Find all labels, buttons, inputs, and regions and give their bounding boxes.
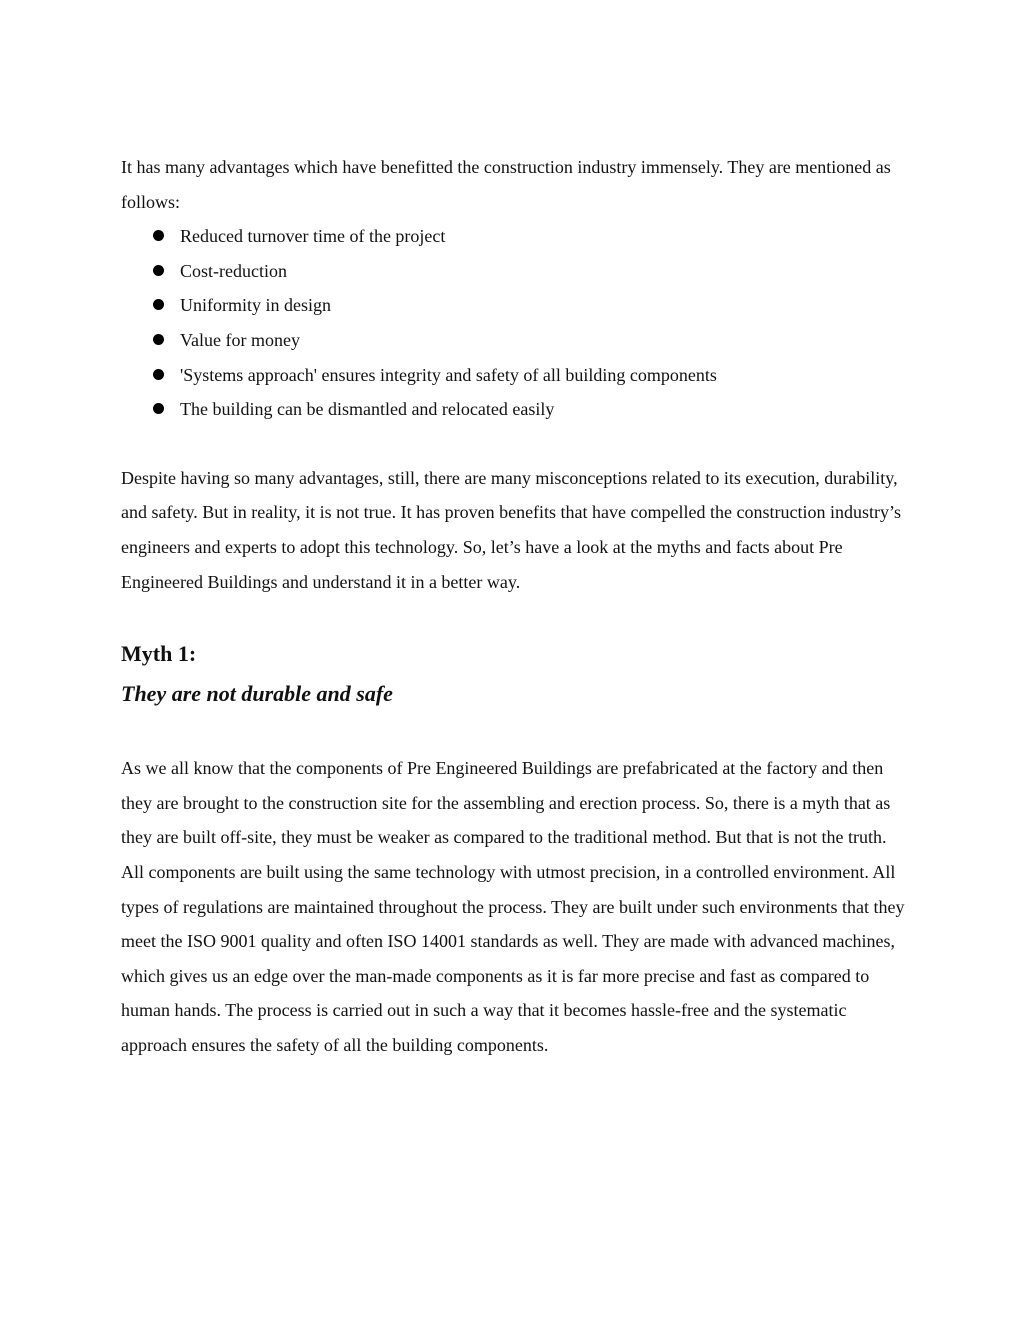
list-item-text: Cost-reduction [180,260,287,281]
list-item [121,288,906,323]
myth-heading: Myth 1: [121,641,197,667]
list-item-text: 'Systems approach' ensures integrity and safety of all building components [180,364,717,385]
misconceptions-paragraph: Despite having so many advantages, still, there are many misconceptions related to its execution, durability, and safety. But in reality, it is not true. It has proven benefits that have compelled the construction industry’s engineers and experts to adopt this technology. So, let’s have a look at the myths and facts about Pre Engineered Buildings and understand it in a better way. [121,467,901,592]
list-item [121,392,906,427]
list-item-text: Uniformity in design [180,295,331,316]
bullet-icon [153,299,164,310]
list-item [121,323,906,358]
bullet-icon [153,265,164,276]
list-item [121,358,906,393]
list-item-text: Value for money [180,329,300,350]
bullet-icon [153,369,164,380]
intro-paragraph: It has many advantages which have benefitted the construction industry immensely. They are mentioned as follows: [121,157,891,212]
list-item-text: The building can be dismantled and relocated easily [180,399,555,420]
bullet-icon [153,334,164,345]
myth-subheading: They are not durable and safe [121,681,393,707]
bullet-icon [153,403,164,414]
myth-body-paragraph: As we all know that the components of Pre Engineered Buildings are prefabricated at the factory and then they are brought to the construction site for the assembling and erection process. So, there is a myth that as they are built off-site, they must be weaker as compared to the traditional method. But that is not the truth. All components are built using the same technology with utmost precision, in a controlled environment. All types of regulations are maintained throughout the process. They are built under such environments that they meet the ISO 9001 quality and often ISO 14001 standards as well. They are made with advanced machines, which gives us an edge over the man-made components as it is far more precise and fast as compared to human hands. The process is carried out in such a way that it becomes hassle-free and the systematic approach ensures the safety of all the building components. [121,758,905,1055]
list-item [121,219,906,254]
list-item [121,254,906,289]
page-content [121,150,906,1062]
advantages-list [121,219,906,427]
list-item-text: Reduced turnover time of the project [180,226,446,247]
bullet-icon [153,230,164,241]
